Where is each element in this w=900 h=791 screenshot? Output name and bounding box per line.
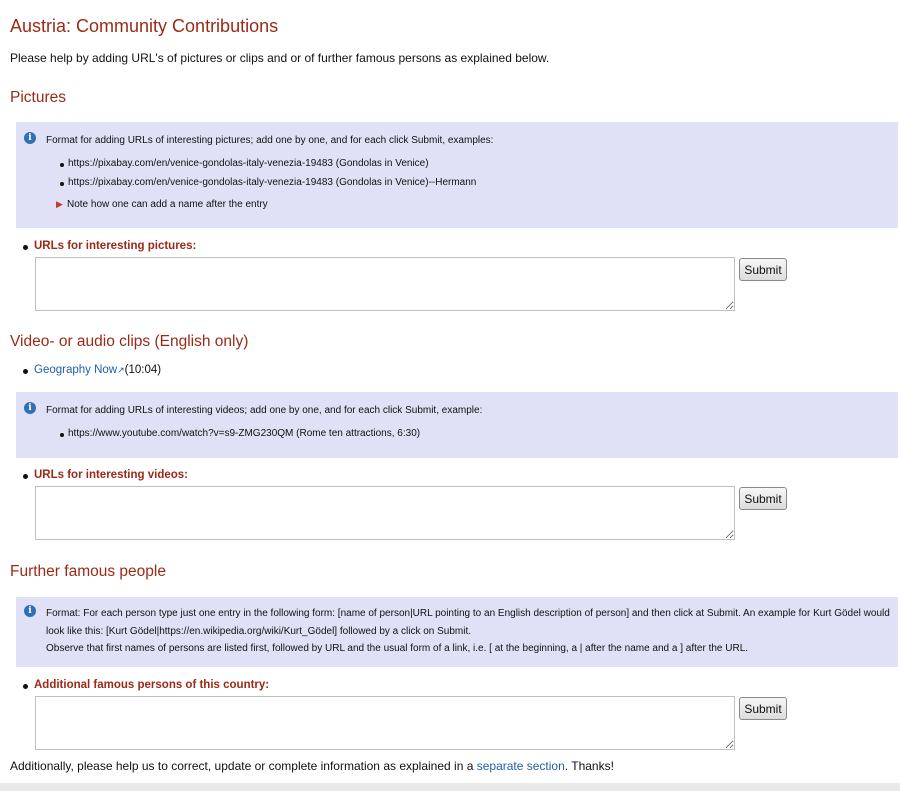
pictures-submit-button[interactable]: Submit [739,258,787,281]
pictures-example-2: https://pixabay.com/en/venice-gondolas-italy-venezia-19483 (Gondolas in Venice)--Hermann [68,177,477,188]
clips-format-note [16,392,898,458]
external-link-icon: ↗ [117,365,125,375]
people-field-label: Additional famous persons of this country: [34,679,270,691]
info-icon: i [24,402,36,414]
pictures-format-note [16,122,898,228]
info-icon: i [24,132,36,144]
pictures-field-label: URLs for interesting pictures: [34,240,197,252]
people-format-note [16,597,898,667]
pictures-note: Note how one can add a name after the entry [67,199,268,210]
clips-field-label: URLs for interesting videos: [34,469,188,481]
people-format-line-1: Format: For each person type just one entry in the following form: [name of person|URL pointing to an English description of person] and then click at Submit. An example for Kurt Gödel would [46,608,890,619]
people-input[interactable] [35,696,735,750]
pictures-example-1: https://pixabay.com/en/venice-gondolas-italy-venezia-19483 (Gondolas in Venice) [68,158,429,169]
clip-list-item [34,364,161,376]
separate-section-link[interactable]: separate section [476,759,565,773]
pictures-format-text: Format for adding URLs of interesting pictures; add one by one, and for each click Submit, examples: [46,135,494,146]
pictures-url-input[interactable] [35,257,735,311]
clip-duration: (10:04) [124,364,162,376]
bottom-bar [0,783,900,791]
clips-submit-button[interactable]: Submit [739,487,787,510]
info-icon: i [24,605,36,617]
footer-text-before: Additionally, please help us to correct, update or complete information as explained in a [10,759,477,773]
clips-url-input[interactable] [35,486,735,540]
arrow-right-icon: ▶ [56,199,63,209]
geography-now-link[interactable]: Geography Now [34,364,118,376]
people-heading: Further famous people [10,563,166,580]
clips-heading: Video- or audio clips (English only) [10,333,249,350]
pictures-heading: Pictures [10,89,66,106]
clips-format-text: Format for adding URLs of interesting videos; add one by one, and for each click Submit, example: [46,405,483,416]
footer-text-after: . Thanks! [564,759,614,773]
clips-example: https://www.youtube.com/watch?v=s9-ZMG230QM (Rome ten attractions, 6:30) [68,428,421,439]
footer-text [10,759,614,773]
page-title: Austria: Community Contributions [10,16,279,36]
people-format-line-2: look like this: [Kurt Gödel|https://en.wikipedia.org/wiki/Kurt_Gödel] followed by a click on Submit. [46,626,472,637]
intro-text: Please help by adding URL's of pictures or clips and or of further famous persons as explained below. [10,51,550,65]
people-submit-button[interactable]: Submit [739,697,787,720]
people-format-line-3: Observe that first names of persons are listed first, followed by URL and the usual form of a link, i.e. [ at the beginning, a | after the name and a ] after the URL. [46,643,749,654]
